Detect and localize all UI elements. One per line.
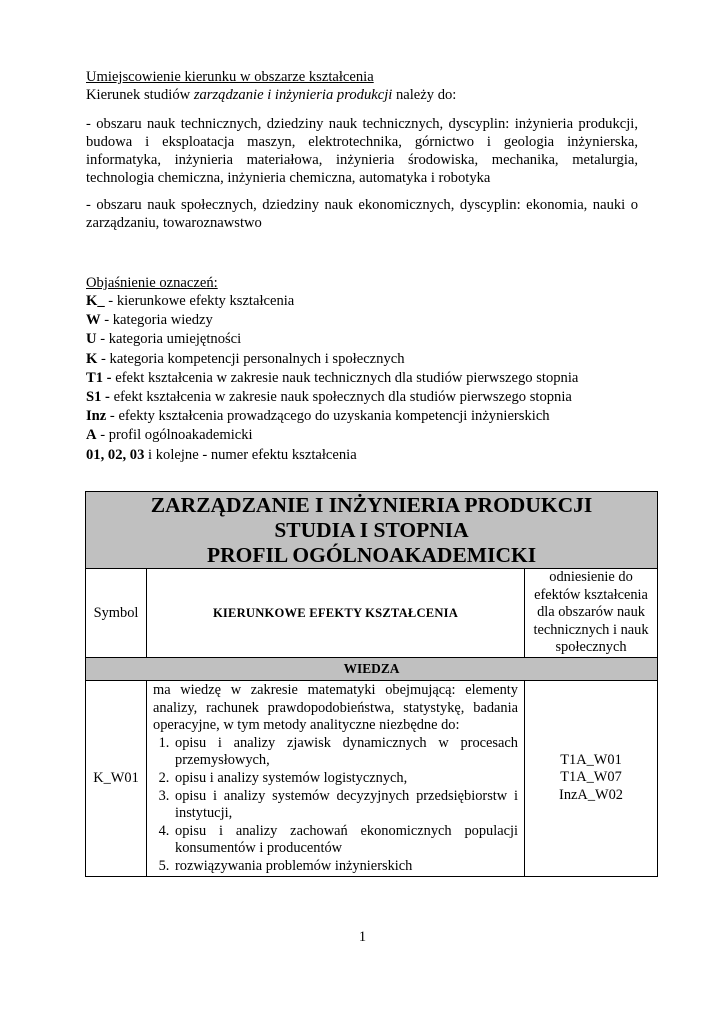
legend-text: efekt kształcenia w zakresie nauk technicznych dla studiów pierwszego stopnia [111,369,579,386]
reference-code: T1A_W01 [560,751,622,768]
table-title-line: ZARZĄDZANIE I INŻYNIERIA PRODUKCJI [150,493,593,517]
row-references [525,680,658,876]
legend-text: - profil ogólnoakademicki [96,427,253,444]
legend-item [86,311,638,330]
list-item: 4. opisu i analizy zachowań ekonomicznych populacji konsumentów i producentów [173,823,518,858]
legend-text: - kategoria wiedzy [100,312,213,329]
legend-item [86,369,638,388]
placement-heading: Umiejscowienie kierunku w obszarze kształcenia [86,69,374,85]
legend-symbol: K [86,350,98,367]
list-item: 5. rozwiązywania problemów inżynierskich [173,858,518,876]
table-title-row [86,492,658,569]
category-label: WIEDZA [86,657,658,680]
technical-sciences-paragraph: - obszaru nauk technicznych, dziedziny nauk technicznych, dyscyplin: inżynieria produkcji, budowa i eksploatacja maszyn, elektrotechnika, górnictwo i geologia inżynierska, informatyka, inżynieria materiałowa, inżynieria środowiska, mechanika, metalurgia, technologia chemiczna, inżynieria chemiczna, automatyka i robotyka [86,116,638,186]
table-title-line: STUDIA I STOPNIA [274,518,469,542]
legend-symbol: U [86,331,97,348]
legend-item [86,330,638,349]
row-description-intro: ma wiedzę w zakresie matematyki obejmującą: elementy analizy, rachunek prawdopodobieństwa, statystykę, badania operacyjne, w tym metody analityczne niezbędne do: [153,681,518,734]
program-line-prefix: Kierunek studiów [86,87,194,103]
legend-item [86,407,638,426]
row-symbol: K_W01 [86,680,147,876]
legend-item [86,426,638,445]
table-title-line: PROFIL OGÓLNOAKADEMICKI [206,543,537,567]
column-header-reference: odniesienie do efektów kształcenia dla obszarów nauk technicznych i nauk społecznych [525,569,658,658]
learning-outcomes-table [85,491,658,877]
legend-item [86,388,638,407]
legend-symbol: T1 - [86,369,112,386]
column-header-effects: KIERUNKOWE EFEKTY KSZTAŁCENIA [147,569,525,658]
legend-symbol: 01, 02, 03 [86,446,145,463]
legend-text: i kolejne - numer efektu kształcenia [144,446,357,463]
social-sciences-paragraph: - obszaru nauk społecznych, dziedziny nauk ekonomicznych, dyscyplin: ekonomia, nauki o zarządzaniu, towaroznawstwo [86,197,638,231]
program-line-suffix: należy do: [392,87,457,103]
legend-heading: Objaśnienie oznaczeń: [86,275,218,291]
legend-symbol: Inz [86,408,107,425]
row-description-list [153,735,518,876]
legend-text: - efekty kształcenia prowadzącego do uzyskania kompetencji inżynierskich [106,408,550,425]
table-row [86,680,658,876]
legend-item [86,446,638,465]
category-row-wiedza [86,657,658,680]
legend-text: efekt kształcenia w zakresie nauk społecznych dla studiów pierwszego stopnia [109,389,572,406]
legend-symbol: S1 - [86,389,110,406]
legend-symbol: K_ [86,293,105,309]
reference-code: InzA_W02 [559,787,623,804]
legend-item [86,292,638,311]
list-item: 3. opisu i analizy systemów decyzyjnych przedsiębiorstw i instytucji, [173,788,518,823]
page-number: 1 [358,929,367,945]
row-description [147,680,525,876]
reference-code: T1A_W07 [560,769,622,786]
list-item: 1. opisu i analizy zjawisk dynamicznych w procesach przemysłowych, [173,735,518,770]
legend-list [86,292,638,465]
table-title [86,492,658,569]
program-line [86,86,638,104]
document-body [86,68,638,465]
legend-text: - kierunkowe efekty kształcenia [104,293,295,309]
list-item: 2. opisu i analizy systemów logistycznych, [173,770,518,788]
legend-item [86,350,638,369]
program-name: zarządzanie i inżynieria produkcji [193,87,393,103]
legend-symbol: A [86,427,97,444]
column-header-symbol: Symbol [86,569,147,658]
legend-text: - kategoria kompetencji personalnych i społecznych [97,350,405,367]
legend-symbol: W [86,312,101,329]
column-header-row [86,569,658,658]
legend-text: - kategoria umiejętności [96,331,242,348]
